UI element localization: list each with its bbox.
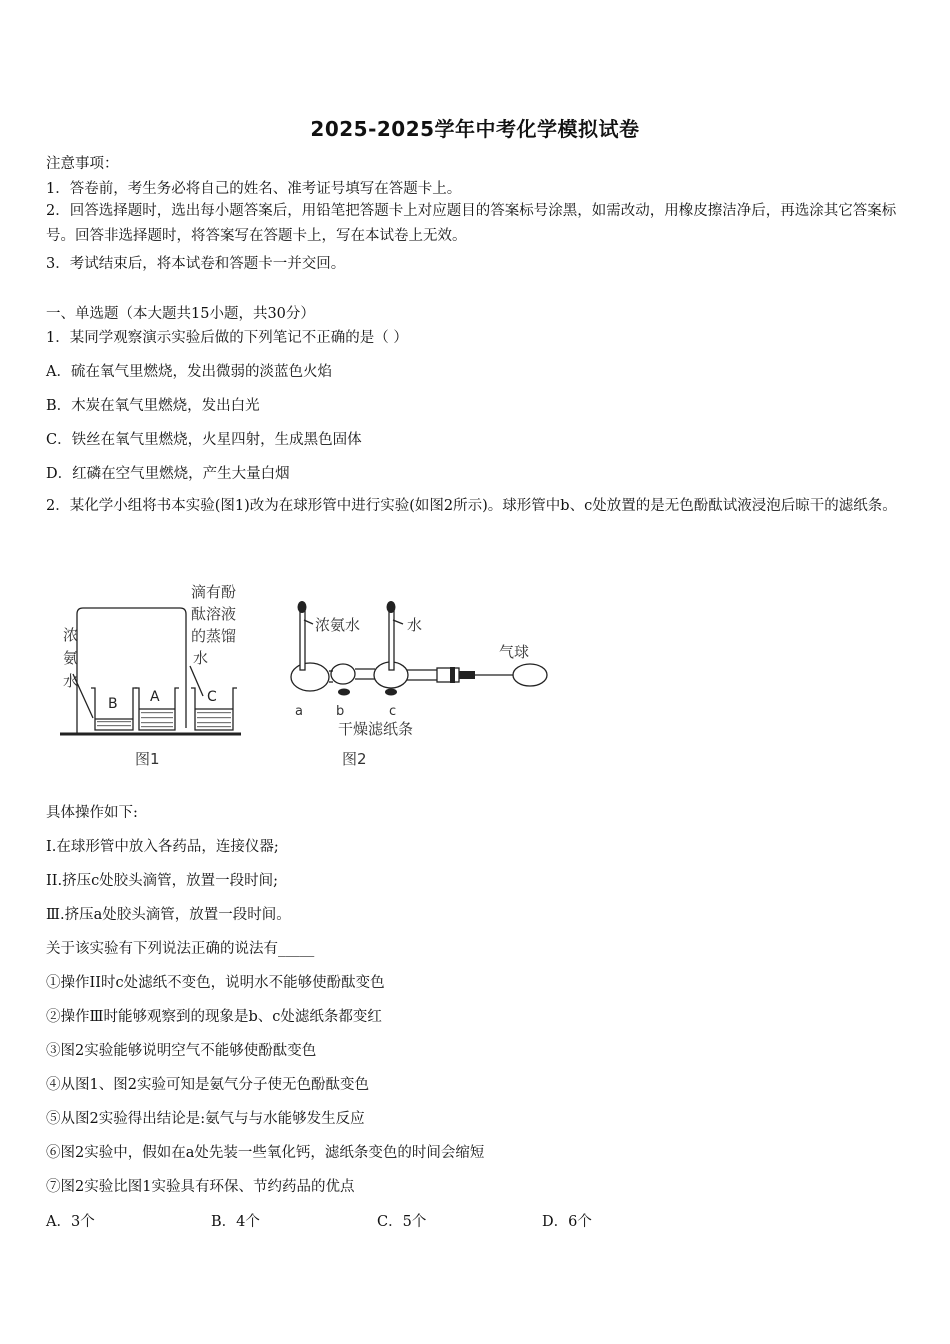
label-nongan-3: 水 — [63, 672, 79, 690]
label-c: c — [389, 704, 397, 719]
q1-option-b: B．木炭在氧气里燃烧，发出白光 — [46, 398, 260, 414]
notice-item-3: 3．考试结束后，将本试卷和答题卡一并交回。 — [46, 256, 346, 272]
operations-heading: 具体操作如下: — [46, 805, 138, 821]
statement-4: ④从图1、图2实验可知是氨气分子使无色酚酞变色 — [46, 1077, 369, 1093]
label-balloon: 气球 — [499, 643, 530, 661]
operation-1: I.在球形管中放入各药品，连接仪器; — [46, 839, 279, 855]
section-heading: 一、单选题（本大题共15小题，共30分） — [46, 306, 315, 322]
label-phenol-4: 水 — [193, 649, 209, 667]
notice-heading: 注意事项： — [46, 156, 119, 172]
statement-5: ⑤从图2实验得出结论是:氨气与与水能够发生反应 — [46, 1111, 365, 1127]
question-2-prompt: 关于该实验有下列说法正确的说法有_____ — [46, 941, 315, 957]
label-b: b — [336, 704, 345, 719]
label-nongan-2: 氨 — [63, 649, 79, 667]
q2-option-c: C．5个 — [377, 1214, 427, 1230]
q1-option-d: D．红磷在空气里燃烧，产生大量白烟 — [46, 466, 290, 482]
label-a: a — [295, 704, 303, 719]
q2-option-d: D．6个 — [542, 1214, 592, 1230]
label-nongan-1: 浓 — [63, 626, 79, 644]
question-1-stem: 1．某同学观察演示实验后做的下列笔记不正确的是（ ） — [46, 330, 408, 346]
label-phenol-2: 酞溶液 — [191, 605, 237, 623]
notice-item-1: 1．答卷前，考生务必将自己的姓名、准考证号填写在答题卡上。 — [46, 181, 462, 197]
beaker-c-label: C — [207, 689, 217, 705]
q2-option-b: B．4个 — [211, 1214, 260, 1230]
statement-3: ③图2实验能够说明空气不能够使酚酞变色 — [46, 1043, 317, 1059]
operation-3: Ⅲ.挤压a处胶头滴管，放置一段时间。 — [46, 907, 291, 923]
label-water: 水 — [407, 616, 423, 634]
statement-2: ②操作Ⅲ时能够观察到的现象是b、c处滤纸条都变红 — [46, 1009, 382, 1025]
page-title: 2025-2025学年中考化学模拟试卷 — [310, 117, 640, 141]
figure-1-caption: 图1 — [135, 750, 160, 768]
statement-1: ①操作II时c处滤纸不变色，说明水不能够使酚酞变色 — [46, 975, 385, 991]
figure-2-caption: 图2 — [342, 750, 367, 768]
beaker-a-label: A — [150, 689, 160, 705]
label-phenol-3: 的蒸馏 — [191, 627, 237, 645]
label-dry-paper: 干燥滤纸条 — [338, 720, 414, 738]
operation-2: II.挤压c处胶头滴管，放置一段时间; — [46, 873, 279, 889]
question-2-stem: 2．某化学小组将书本实验(图1)改为在球形管中进行实验(如图2所示)。球形管中b、c处放置的是无色酚酞试液浸泡后晾干的滤纸条。 — [46, 498, 897, 514]
statement-7: ⑦图2实验比图1实验具有环保、节约药品的优点 — [46, 1179, 355, 1195]
experiment-figure — [55, 578, 575, 782]
q2-option-a: A．3个 — [46, 1214, 95, 1230]
notice-item-2: 2．回答选择题时，选出每小题答案后，用铅笔把答题卡上对应题目的答案标号涂黑，如需改动，用橡皮擦洁净后，再选涂其它答案标号。回答非选择题时，将答案写在答题卡上，写在本试卷上无效。 — [46, 203, 897, 244]
q1-option-a: A．硫在氧气里燃烧，发出微弱的淡蓝色火焰 — [46, 364, 332, 380]
beaker-b-label: B — [108, 696, 118, 712]
statement-6: ⑥图2实验中，假如在a处先装一些氧化钙，滤纸条变色的时间会缩短 — [46, 1145, 485, 1161]
label-ammonia: 浓氨水 — [315, 616, 361, 634]
label-phenol-1: 滴有酚 — [191, 583, 237, 601]
q1-option-c: C．铁丝在氧气里燃烧，火星四射，生成黑色固体 — [46, 432, 362, 448]
